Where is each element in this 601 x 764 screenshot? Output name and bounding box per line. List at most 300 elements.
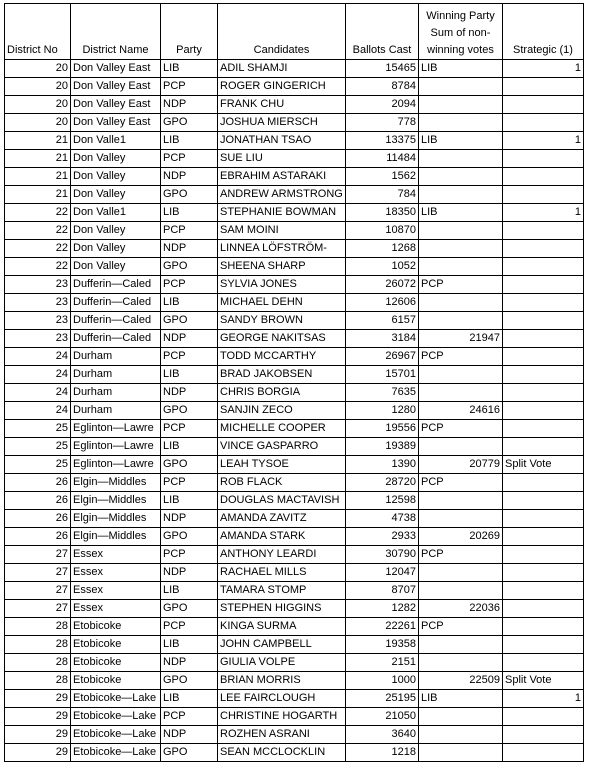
candidate-cell[interactable]: FRANK CHU xyxy=(218,96,346,114)
ballots-cast-cell[interactable]: 19358 xyxy=(346,636,419,654)
ballots-cast-cell[interactable]: 22261 xyxy=(346,618,419,636)
candidate-cell[interactable]: LEAH TYSOE xyxy=(218,456,346,474)
strategic-cell[interactable] xyxy=(503,618,584,636)
strategic-cell[interactable] xyxy=(503,510,584,528)
header-candidates[interactable]: Candidates xyxy=(218,4,346,60)
district-name-cell[interactable]: Etobicoke—Lake xyxy=(71,744,161,762)
strategic-cell[interactable]: 1 xyxy=(503,60,584,78)
winning-party-cell[interactable] xyxy=(419,438,503,456)
strategic-cell[interactable] xyxy=(503,474,584,492)
district-no-cell[interactable]: 29 xyxy=(5,744,71,762)
winning-party-cell[interactable] xyxy=(419,654,503,672)
header-strategic[interactable]: Strategic (1) xyxy=(503,4,584,60)
winning-party-cell[interactable] xyxy=(419,492,503,510)
candidate-cell[interactable]: SHEENA SHARP xyxy=(218,258,346,276)
district-no-cell[interactable]: 23 xyxy=(5,276,71,294)
ballots-cast-cell[interactable]: 1218 xyxy=(346,744,419,762)
strategic-cell[interactable]: 1 xyxy=(503,690,584,708)
district-no-cell[interactable]: 29 xyxy=(5,708,71,726)
party-cell[interactable]: PCP xyxy=(161,708,218,726)
strategic-cell[interactable] xyxy=(503,528,584,546)
candidate-cell[interactable]: AMANDA STARK xyxy=(218,528,346,546)
candidate-cell[interactable]: ADIL SHAMJI xyxy=(218,60,346,78)
district-no-cell[interactable]: 25 xyxy=(5,438,71,456)
table-row xyxy=(5,186,584,204)
ballots-cast-cell[interactable]: 3640 xyxy=(346,726,419,744)
winning-party-cell[interactable]: LIB xyxy=(419,132,503,150)
winning-party-cell[interactable]: 21947 xyxy=(419,330,503,348)
winning-party-cell[interactable] xyxy=(419,708,503,726)
ballots-cast-cell[interactable]: 12606 xyxy=(346,294,419,312)
strategic-cell[interactable] xyxy=(503,708,584,726)
strategic-cell[interactable] xyxy=(503,744,584,762)
ballots-cast-cell[interactable]: 12598 xyxy=(346,492,419,510)
strategic-cell[interactable] xyxy=(503,564,584,582)
strategic-cell[interactable] xyxy=(503,114,584,132)
table-row xyxy=(5,672,584,690)
table-row xyxy=(5,96,584,114)
party-cell[interactable]: PCP xyxy=(161,150,218,168)
ballots-cast-cell[interactable]: 26967 xyxy=(346,348,419,366)
candidate-cell[interactable]: SUE LIU xyxy=(218,150,346,168)
strategic-cell[interactable] xyxy=(503,582,584,600)
party-cell[interactable]: LIB xyxy=(161,582,218,600)
candidate-cell[interactable]: CHRISTINE HOGARTH xyxy=(218,708,346,726)
strategic-cell[interactable] xyxy=(503,150,584,168)
party-cell[interactable]: NDP xyxy=(161,96,218,114)
candidate-cell[interactable]: JOHN CAMPBELL xyxy=(218,636,346,654)
winning-party-cell[interactable] xyxy=(419,636,503,654)
party-cell[interactable]: GPO xyxy=(161,456,218,474)
ballots-cast-cell[interactable]: 18350 xyxy=(346,204,419,222)
candidate-cell[interactable]: BRIAN MORRIS xyxy=(218,672,346,690)
district-no-cell[interactable]: 28 xyxy=(5,654,71,672)
party-cell[interactable]: LIB xyxy=(161,60,218,78)
party-cell[interactable]: GPO xyxy=(161,114,218,132)
district-name-cell[interactable]: Don Valley East xyxy=(71,78,161,96)
ballots-cast-cell[interactable]: 28720 xyxy=(346,474,419,492)
district-name-cell[interactable]: Etobicoke—Lake xyxy=(71,690,161,708)
district-name-cell[interactable]: Etobicoke xyxy=(71,672,161,690)
district-no-cell[interactable]: 22 xyxy=(5,258,71,276)
ballots-cast-cell[interactable]: 1000 xyxy=(346,672,419,690)
district-no-cell[interactable]: 22 xyxy=(5,240,71,258)
ballots-cast-cell[interactable]: 26072 xyxy=(346,276,419,294)
ballots-cast-cell[interactable]: 15701 xyxy=(346,366,419,384)
party-cell[interactable]: GPO xyxy=(161,744,218,762)
candidate-cell[interactable]: MICHAEL DEHN xyxy=(218,294,346,312)
district-name-cell[interactable]: Don Valley East xyxy=(71,96,161,114)
party-cell[interactable]: NDP xyxy=(161,168,218,186)
district-name-cell[interactable]: Eglinton—Lawre xyxy=(71,456,161,474)
district-no-cell[interactable]: 20 xyxy=(5,60,71,78)
ballots-cast-cell[interactable]: 21050 xyxy=(346,708,419,726)
district-name-cell[interactable]: Essex xyxy=(71,600,161,618)
strategic-cell[interactable] xyxy=(503,78,584,96)
candidate-cell[interactable]: LINNEA LÖFSTRÖM- xyxy=(218,240,346,258)
strategic-cell[interactable] xyxy=(503,492,584,510)
table-row xyxy=(5,618,584,636)
district-no-cell[interactable]: 24 xyxy=(5,348,71,366)
strategic-cell[interactable] xyxy=(503,654,584,672)
district-name-cell[interactable]: Eglinton—Lawre xyxy=(71,420,161,438)
winning-party-cell[interactable]: PCP xyxy=(419,546,503,564)
strategic-cell[interactable] xyxy=(503,96,584,114)
winning-party-cell[interactable] xyxy=(419,78,503,96)
district-no-cell[interactable]: 21 xyxy=(5,168,71,186)
ballots-cast-cell[interactable]: 15465 xyxy=(346,60,419,78)
party-cell[interactable]: LIB xyxy=(161,492,218,510)
party-cell[interactable]: NDP xyxy=(161,654,218,672)
district-name-cell[interactable]: Eglinton—Lawre xyxy=(71,438,161,456)
district-no-cell[interactable]: 29 xyxy=(5,726,71,744)
party-cell[interactable]: NDP xyxy=(161,510,218,528)
district-no-cell[interactable]: 28 xyxy=(5,636,71,654)
table-row xyxy=(5,438,584,456)
party-cell[interactable]: PCP xyxy=(161,474,218,492)
strategic-cell[interactable] xyxy=(503,384,584,402)
table-row xyxy=(5,654,584,672)
district-name-cell[interactable]: Etobicoke xyxy=(71,618,161,636)
strategic-cell[interactable] xyxy=(503,168,584,186)
district-no-cell[interactable]: 27 xyxy=(5,546,71,564)
strategic-cell[interactable] xyxy=(503,600,584,618)
strategic-cell[interactable]: Split Vote xyxy=(503,456,584,474)
district-no-cell[interactable]: 27 xyxy=(5,582,71,600)
district-name-cell[interactable]: Etobicoke—Lake xyxy=(71,708,161,726)
district-no-cell[interactable]: 26 xyxy=(5,528,71,546)
header-district-name[interactable]: District Name xyxy=(71,4,161,60)
candidate-cell[interactable]: LEE FAIRCLOUGH xyxy=(218,690,346,708)
district-name-cell[interactable]: Don Valley xyxy=(71,168,161,186)
winning-party-cell[interactable] xyxy=(419,582,503,600)
candidate-cell[interactable]: JONATHAN TSAO xyxy=(218,132,346,150)
district-no-cell[interactable]: 21 xyxy=(5,186,71,204)
district-no-cell[interactable]: 27 xyxy=(5,600,71,618)
strategic-cell[interactable] xyxy=(503,186,584,204)
strategic-cell[interactable] xyxy=(503,276,584,294)
table-row xyxy=(5,222,584,240)
candidate-cell[interactable]: RACHAEL MILLS xyxy=(218,564,346,582)
winning-party-cell[interactable]: LIB xyxy=(419,204,503,222)
district-name-cell[interactable]: Don Valley East xyxy=(71,114,161,132)
winning-party-cell[interactable] xyxy=(419,564,503,582)
ballots-cast-cell[interactable]: 2933 xyxy=(346,528,419,546)
candidate-cell[interactable]: SANJIN ZECO xyxy=(218,402,346,420)
header-winning-party[interactable] xyxy=(419,4,503,60)
candidate-cell[interactable]: DOUGLAS MACTAVISH xyxy=(218,492,346,510)
party-cell[interactable]: LIB xyxy=(161,204,218,222)
district-no-cell[interactable]: 27 xyxy=(5,564,71,582)
table-row xyxy=(5,600,584,618)
party-cell[interactable]: PCP xyxy=(161,348,218,366)
district-name-cell[interactable]: Durham xyxy=(71,348,161,366)
candidate-cell[interactable]: VINCE GASPARRO xyxy=(218,438,346,456)
ballots-cast-cell[interactable]: 1390 xyxy=(346,456,419,474)
strategic-cell[interactable] xyxy=(503,330,584,348)
ballots-cast-cell[interactable]: 784 xyxy=(346,186,419,204)
candidate-cell[interactable]: AMANDA ZAVITZ xyxy=(218,510,346,528)
strategic-cell[interactable] xyxy=(503,222,584,240)
district-name-cell[interactable]: Don Valley xyxy=(71,186,161,204)
ballots-cast-cell[interactable]: 7635 xyxy=(346,384,419,402)
district-name-cell[interactable]: Dufferin—Caled xyxy=(71,276,161,294)
district-name-cell[interactable]: Elgin—Middles xyxy=(71,474,161,492)
party-cell[interactable]: PCP xyxy=(161,618,218,636)
ballots-cast-cell[interactable]: 12047 xyxy=(346,564,419,582)
party-cell[interactable]: PCP xyxy=(161,546,218,564)
winning-party-cell[interactable]: LIB xyxy=(419,690,503,708)
ballots-cast-cell[interactable]: 6157 xyxy=(346,312,419,330)
district-no-cell[interactable]: 29 xyxy=(5,690,71,708)
ballots-cast-cell[interactable]: 1268 xyxy=(346,240,419,258)
winning-party-cell[interactable] xyxy=(419,222,503,240)
party-cell[interactable]: LIB xyxy=(161,366,218,384)
party-cell[interactable]: GPO xyxy=(161,528,218,546)
district-name-cell[interactable]: Don Valle1 xyxy=(71,132,161,150)
district-no-cell[interactable]: 23 xyxy=(5,312,71,330)
party-cell[interactable]: NDP xyxy=(161,564,218,582)
table-row xyxy=(5,60,584,78)
table-row xyxy=(5,330,584,348)
district-name-cell[interactable]: Dufferin—Caled xyxy=(71,330,161,348)
strategic-cell[interactable]: 1 xyxy=(503,132,584,150)
winning-party-cell[interactable] xyxy=(419,294,503,312)
district-name-cell[interactable]: Elgin—Middles xyxy=(71,510,161,528)
district-no-cell[interactable]: 24 xyxy=(5,384,71,402)
winning-party-cell[interactable] xyxy=(419,150,503,168)
district-name-cell[interactable]: Dufferin—Caled xyxy=(71,294,161,312)
ballots-cast-cell[interactable]: 19556 xyxy=(346,420,419,438)
party-cell[interactable]: LIB xyxy=(161,294,218,312)
strategic-cell[interactable] xyxy=(503,636,584,654)
district-name-cell[interactable]: Don Valley xyxy=(71,258,161,276)
strategic-cell[interactable] xyxy=(503,402,584,420)
party-cell[interactable]: GPO xyxy=(161,600,218,618)
strategic-cell[interactable] xyxy=(503,726,584,744)
header-sum-non-winning-label: Sum of non-winning votes xyxy=(427,27,494,56)
district-no-cell[interactable]: 23 xyxy=(5,330,71,348)
district-no-cell[interactable]: 28 xyxy=(5,672,71,690)
district-no-cell[interactable]: 20 xyxy=(5,96,71,114)
strategic-cell[interactable] xyxy=(503,312,584,330)
party-cell[interactable]: PCP xyxy=(161,276,218,294)
winning-party-cell[interactable] xyxy=(419,726,503,744)
candidate-cell[interactable]: STEPHEN HIGGINS xyxy=(218,600,346,618)
ballots-cast-cell[interactable]: 19389 xyxy=(346,438,419,456)
strategic-cell[interactable]: Split Vote xyxy=(503,672,584,690)
candidate-cell[interactable]: SYLVIA JONES xyxy=(218,276,346,294)
winning-party-cell[interactable] xyxy=(419,168,503,186)
candidate-cell[interactable]: SEAN MCCLOCKLIN xyxy=(218,744,346,762)
candidate-cell[interactable]: TODD MCCARTHY xyxy=(218,348,346,366)
district-no-cell[interactable]: 24 xyxy=(5,402,71,420)
candidate-cell[interactable]: KINGA SURMA xyxy=(218,618,346,636)
district-name-cell[interactable]: Don Valley East xyxy=(71,60,161,78)
header-ballots-cast[interactable]: Ballots Cast xyxy=(346,4,419,60)
district-no-cell[interactable]: 23 xyxy=(5,294,71,312)
district-no-cell[interactable]: 25 xyxy=(5,420,71,438)
winning-party-cell[interactable] xyxy=(419,258,503,276)
district-name-cell[interactable]: Don Valley xyxy=(71,240,161,258)
party-cell[interactable]: LIB xyxy=(161,438,218,456)
party-cell[interactable]: PCP xyxy=(161,222,218,240)
ballots-cast-cell[interactable]: 2151 xyxy=(346,654,419,672)
district-no-cell[interactable]: 21 xyxy=(5,132,71,150)
ballots-cast-cell[interactable]: 10870 xyxy=(346,222,419,240)
ballots-cast-cell[interactable]: 13375 xyxy=(346,132,419,150)
district-no-cell[interactable]: 20 xyxy=(5,78,71,96)
party-cell[interactable]: NDP xyxy=(161,330,218,348)
strategic-cell[interactable] xyxy=(503,546,584,564)
candidate-cell[interactable]: EBRAHIM ASTARAKI xyxy=(218,168,346,186)
table-row xyxy=(5,276,584,294)
candidate-cell[interactable]: ROZHEN ASRANI xyxy=(218,726,346,744)
candidate-cell[interactable]: SANDY BROWN xyxy=(218,312,346,330)
party-cell[interactable]: NDP xyxy=(161,240,218,258)
ballots-cast-cell[interactable]: 1280 xyxy=(346,402,419,420)
ballots-cast-cell[interactable]: 2094 xyxy=(346,96,419,114)
header-district-no[interactable]: District No xyxy=(5,4,71,60)
winning-party-cell[interactable] xyxy=(419,96,503,114)
header-party[interactable]: Party xyxy=(161,4,218,60)
candidate-cell[interactable]: ANDREW ARMSTRONG xyxy=(218,186,346,204)
district-name-cell[interactable]: Don Valle1 xyxy=(71,204,161,222)
party-cell[interactable]: LIB xyxy=(161,636,218,654)
district-name-cell[interactable]: Etobicoke xyxy=(71,654,161,672)
candidate-cell[interactable]: JOSHUA MIERSCH xyxy=(218,114,346,132)
winning-party-cell[interactable]: PCP xyxy=(419,618,503,636)
table-row xyxy=(5,510,584,528)
candidate-cell[interactable]: CHRIS BORGIA xyxy=(218,384,346,402)
district-name-cell[interactable]: Elgin—Middles xyxy=(71,528,161,546)
table-row xyxy=(5,744,584,762)
district-name-cell[interactable]: Essex xyxy=(71,564,161,582)
candidate-cell[interactable]: STEPHANIE BOWMAN xyxy=(218,204,346,222)
district-no-cell[interactable]: 21 xyxy=(5,150,71,168)
party-cell[interactable]: PCP xyxy=(161,420,218,438)
party-cell[interactable]: PCP xyxy=(161,78,218,96)
winning-party-cell[interactable]: LIB xyxy=(419,60,503,78)
district-name-cell[interactable]: Durham xyxy=(71,384,161,402)
winning-party-cell[interactable] xyxy=(419,366,503,384)
party-cell[interactable]: GPO xyxy=(161,186,218,204)
candidate-cell[interactable]: GIULIA VOLPE xyxy=(218,654,346,672)
ballots-cast-cell[interactable]: 778 xyxy=(346,114,419,132)
district-name-cell[interactable]: Elgin—Middles xyxy=(71,492,161,510)
district-no-cell[interactable]: 22 xyxy=(5,222,71,240)
ballots-cast-cell[interactable]: 8784 xyxy=(346,78,419,96)
winning-party-cell[interactable]: 22036 xyxy=(419,600,503,618)
winning-party-cell[interactable]: PCP xyxy=(419,474,503,492)
ballots-cast-cell[interactable]: 1562 xyxy=(346,168,419,186)
candidate-cell[interactable]: MICHELLE COOPER xyxy=(218,420,346,438)
district-name-cell[interactable]: Essex xyxy=(71,546,161,564)
strategic-cell[interactable] xyxy=(503,258,584,276)
candidate-cell[interactable]: ROB FLACK xyxy=(218,474,346,492)
ballots-cast-cell[interactable]: 4738 xyxy=(346,510,419,528)
strategic-cell[interactable] xyxy=(503,420,584,438)
party-cell[interactable]: GPO xyxy=(161,402,218,420)
district-no-cell[interactable]: 26 xyxy=(5,510,71,528)
winning-party-cell[interactable]: 20779 xyxy=(419,456,503,474)
winning-party-cell[interactable]: PCP xyxy=(419,276,503,294)
district-name-cell[interactable]: Durham xyxy=(71,366,161,384)
winning-party-cell[interactable] xyxy=(419,312,503,330)
table-row xyxy=(5,546,584,564)
candidate-cell[interactable]: SAM MOINI xyxy=(218,222,346,240)
table-row xyxy=(5,474,584,492)
strategic-cell[interactable] xyxy=(503,438,584,456)
ballots-cast-cell[interactable]: 1282 xyxy=(346,600,419,618)
winning-party-cell[interactable] xyxy=(419,240,503,258)
candidate-cell[interactable]: ANTHONY LEARDI xyxy=(218,546,346,564)
strategic-cell[interactable] xyxy=(503,348,584,366)
strategic-cell[interactable] xyxy=(503,366,584,384)
district-name-cell[interactable]: Etobicoke xyxy=(71,636,161,654)
district-no-cell[interactable]: 24 xyxy=(5,366,71,384)
ballots-cast-cell[interactable]: 30790 xyxy=(346,546,419,564)
candidate-cell[interactable]: ROGER GINGERICH xyxy=(218,78,346,96)
winning-party-cell[interactable] xyxy=(419,510,503,528)
table-row xyxy=(5,690,584,708)
table-row xyxy=(5,384,584,402)
district-no-cell[interactable]: 28 xyxy=(5,618,71,636)
ballots-cast-cell[interactable]: 1052 xyxy=(346,258,419,276)
winning-party-cell[interactable]: 20269 xyxy=(419,528,503,546)
district-no-cell[interactable]: 22 xyxy=(5,204,71,222)
district-no-cell[interactable]: 25 xyxy=(5,456,71,474)
party-cell[interactable]: LIB xyxy=(161,690,218,708)
ballots-cast-cell[interactable]: 25195 xyxy=(346,690,419,708)
winning-party-cell[interactable] xyxy=(419,114,503,132)
candidate-cell[interactable]: GEORGE NAKITSAS xyxy=(218,330,346,348)
ballots-cast-cell[interactable]: 3184 xyxy=(346,330,419,348)
district-name-cell[interactable]: Essex xyxy=(71,582,161,600)
party-cell[interactable]: GPO xyxy=(161,672,218,690)
district-name-cell[interactable]: Don Valley xyxy=(71,150,161,168)
table-row xyxy=(5,348,584,366)
strategic-cell[interactable] xyxy=(503,240,584,258)
winning-party-cell[interactable]: PCP xyxy=(419,348,503,366)
district-name-cell[interactable]: Etobicoke—Lake xyxy=(71,726,161,744)
party-cell[interactable]: GPO xyxy=(161,258,218,276)
candidate-cell[interactable]: TAMARA STOMP xyxy=(218,582,346,600)
party-cell[interactable]: LIB xyxy=(161,132,218,150)
winning-party-cell[interactable]: 22509 xyxy=(419,672,503,690)
ballots-cast-cell[interactable]: 11484 xyxy=(346,150,419,168)
winning-party-cell[interactable] xyxy=(419,384,503,402)
party-cell[interactable]: GPO xyxy=(161,312,218,330)
winning-party-cell[interactable] xyxy=(419,186,503,204)
winning-party-cell[interactable]: 24616 xyxy=(419,402,503,420)
district-no-cell[interactable]: 26 xyxy=(5,474,71,492)
winning-party-cell[interactable] xyxy=(419,744,503,762)
strategic-cell[interactable]: 1 xyxy=(503,204,584,222)
party-cell[interactable]: NDP xyxy=(161,726,218,744)
ballots-cast-cell[interactable]: 8707 xyxy=(346,582,419,600)
district-no-cell[interactable]: 20 xyxy=(5,114,71,132)
party-cell[interactable]: NDP xyxy=(161,384,218,402)
winning-party-cell[interactable]: PCP xyxy=(419,420,503,438)
header-winning-party-label: Winning Party xyxy=(426,10,495,22)
district-name-cell[interactable]: Dufferin—Caled xyxy=(71,312,161,330)
candidate-cell[interactable]: BRAD JAKOBSEN xyxy=(218,366,346,384)
strategic-cell[interactable] xyxy=(503,294,584,312)
district-name-cell[interactable]: Don Valley xyxy=(71,222,161,240)
district-name-cell[interactable]: Durham xyxy=(71,402,161,420)
district-no-cell[interactable]: 26 xyxy=(5,492,71,510)
